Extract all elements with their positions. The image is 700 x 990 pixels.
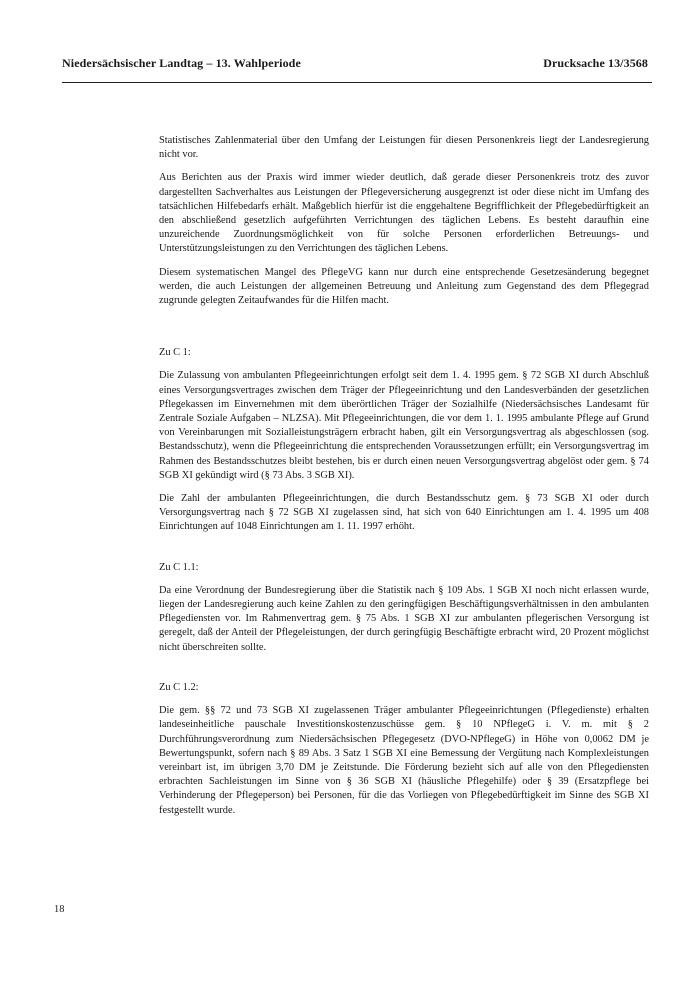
paragraph: Da eine Verordnung der Bundesregierung über die Statistik nach § 109 Abs. 1 SGB XI noch nicht erlassen wurde, liegen der Landesregierung auch keine Zahlen zu den geringfügigen Beschäftigungsverhältnissen in den ambulanten Pflegediensten vor. Im Rahmenvertrag gem. § 75 Abs. 1 SGB XI zur ambulanten pflegerischen Versorgung ist geregelt, daß der Anteil der Pflegeleistungen, der durch geringfügig Beschäftigte erbracht wird, 20 Prozent möglichst nicht überschreiten sollte. <box>159 584 649 653</box>
paragraph: Aus Berichten aus der Praxis wird immer wieder deutlich, daß gerade dieser Personenkreis trotz des zuvor dargestellten Sachverhaltes aus Leistungen der Pflegeversicherung ausgegrenzt ist oder diese nicht im Umfang des tatsächlichen Hilfebedarfs erhält. Maßgeblich hierfür ist die enggehaltene Begrifflichkeit der Pflegebedürftigkeit an den abschließend gesetzlich aufgeführten Verrichtungen des täglichen Lebens. Es besteht daraufhin eine unzureichende Zuordnungsmöglichkeit von für solche Personen erforderlichen Betreuungs- und Unterstützungsleistungen zu den Verrichtungen des täglichen Lebens. <box>159 172 649 255</box>
section-heading: Zu C 1.2: <box>159 681 199 693</box>
header-title: Niedersächsischer Landtag – 13. Wahlperiode <box>62 56 301 70</box>
header-rule <box>62 82 652 83</box>
document-number: Drucksache 13/3568 <box>543 56 648 70</box>
paragraph: Diesem systematischen Mangel des PflegeVG kann nur durch eine entsprechende Gesetzesänderung begegnet werden, die auch Leistungen der allgemeinen Betreuung und Anleitung zum Gegenstand des dem Pflegegrad zugrunde gelegten Zeitaufwandes für die Hilfen macht. <box>159 266 649 307</box>
page-number: 18 <box>54 904 65 915</box>
paragraph: Statistisches Zahlenmaterial über den Umfang der Leistungen für diesen Personenkreis liegt der Landesregierung nicht vor. <box>159 135 649 161</box>
document-body <box>159 134 649 818</box>
section-heading: Zu C 1: <box>159 347 191 359</box>
paragraph: Die gem. §§ 72 und 73 SGB XI zugelassenen Träger ambulanter Pflegeeinrichtungen (Pflegedienste) erhalten landeseinheitliche pauschale Investitionskostenzuschüsse gem. § 10 NPflegeG i. V. m. mit § 2 Durchführungsverordnung zum Niedersächsischen Pflegegesetz (DVO-NPflegeG) in Höhe von 0,0062 DM je Bewertungspunkt, sofern nach § 89 Abs. 3 Satz 1 SGB XI eine Bemessung der Vergütung nach Komplexleistungen vereinbart ist, im übrigen 3,70 DM je Zeitstunde. Die Förderung bezieht sich auf alle von den Pflegediensten erbrachten Sachleistungen im Sinne von § 36 SGB XI (häusliche Pflegehilfe) oder § 39 (Ersatzpflege bei Verhinderung der Pflegeperson) bei Personen, für die das Vorliegen von Pflegebedürftigkeit im Sinne des SGB XI festgestellt wurde. <box>159 705 649 816</box>
paragraph: Die Zulassung von ambulanten Pflegeeinrichtungen erfolgt seit dem 1. 4. 1995 gem. § 72 SGB XI durch Abschluß eines Versorgungsvertrages zwischen dem Träger der Pflegeeinrichtung und den Landesverbänden der gesetzlichen Pflegekassen im Einvernehmen mit dem überörtlichen Träger der Sozialhilfe (Niedersächsisches Landesamt für Zentrale Soziale Aufgaben – NLZSA). Mit Pflegeeinrichtungen, die vor dem 1. 1. 1995 ambulante Pflege auf Grund von Vereinbarungen mit Sozialleistungsträgern erbracht haben, gilt ein Versorgungsvertrag als abgeschlossen (sog. Bestandsschutz), wenn die Pflegeeinrichtung die entsprechenden Voraussetzungen erfüllt; ein Versorgungsvertrag im Rahmen des Bestandsschutzes bleibt bestehen, bis er durch einen neuen Versorgungsvertrag abgelöst oder gem. § 74 SGB XI gekündigt wird (§ 73 Abs. 3 SGB XI). <box>159 370 649 481</box>
page-header <box>62 56 648 71</box>
section-heading: Zu C 1.1: <box>159 561 199 573</box>
paragraph: Die Zahl der ambulanten Pflegeeinrichtungen, die durch Bestandsschutz gem. § 73 SGB XI oder durch Versorgungsvertrag nach § 72 SGB XI zugelassen sind, hat sich von 640 Einrichtungen am 1. 4. 1995 um 408 Einrichtungen auf 1048 Einrichtungen am 1. 11. 1997 erhöht. <box>159 493 649 533</box>
